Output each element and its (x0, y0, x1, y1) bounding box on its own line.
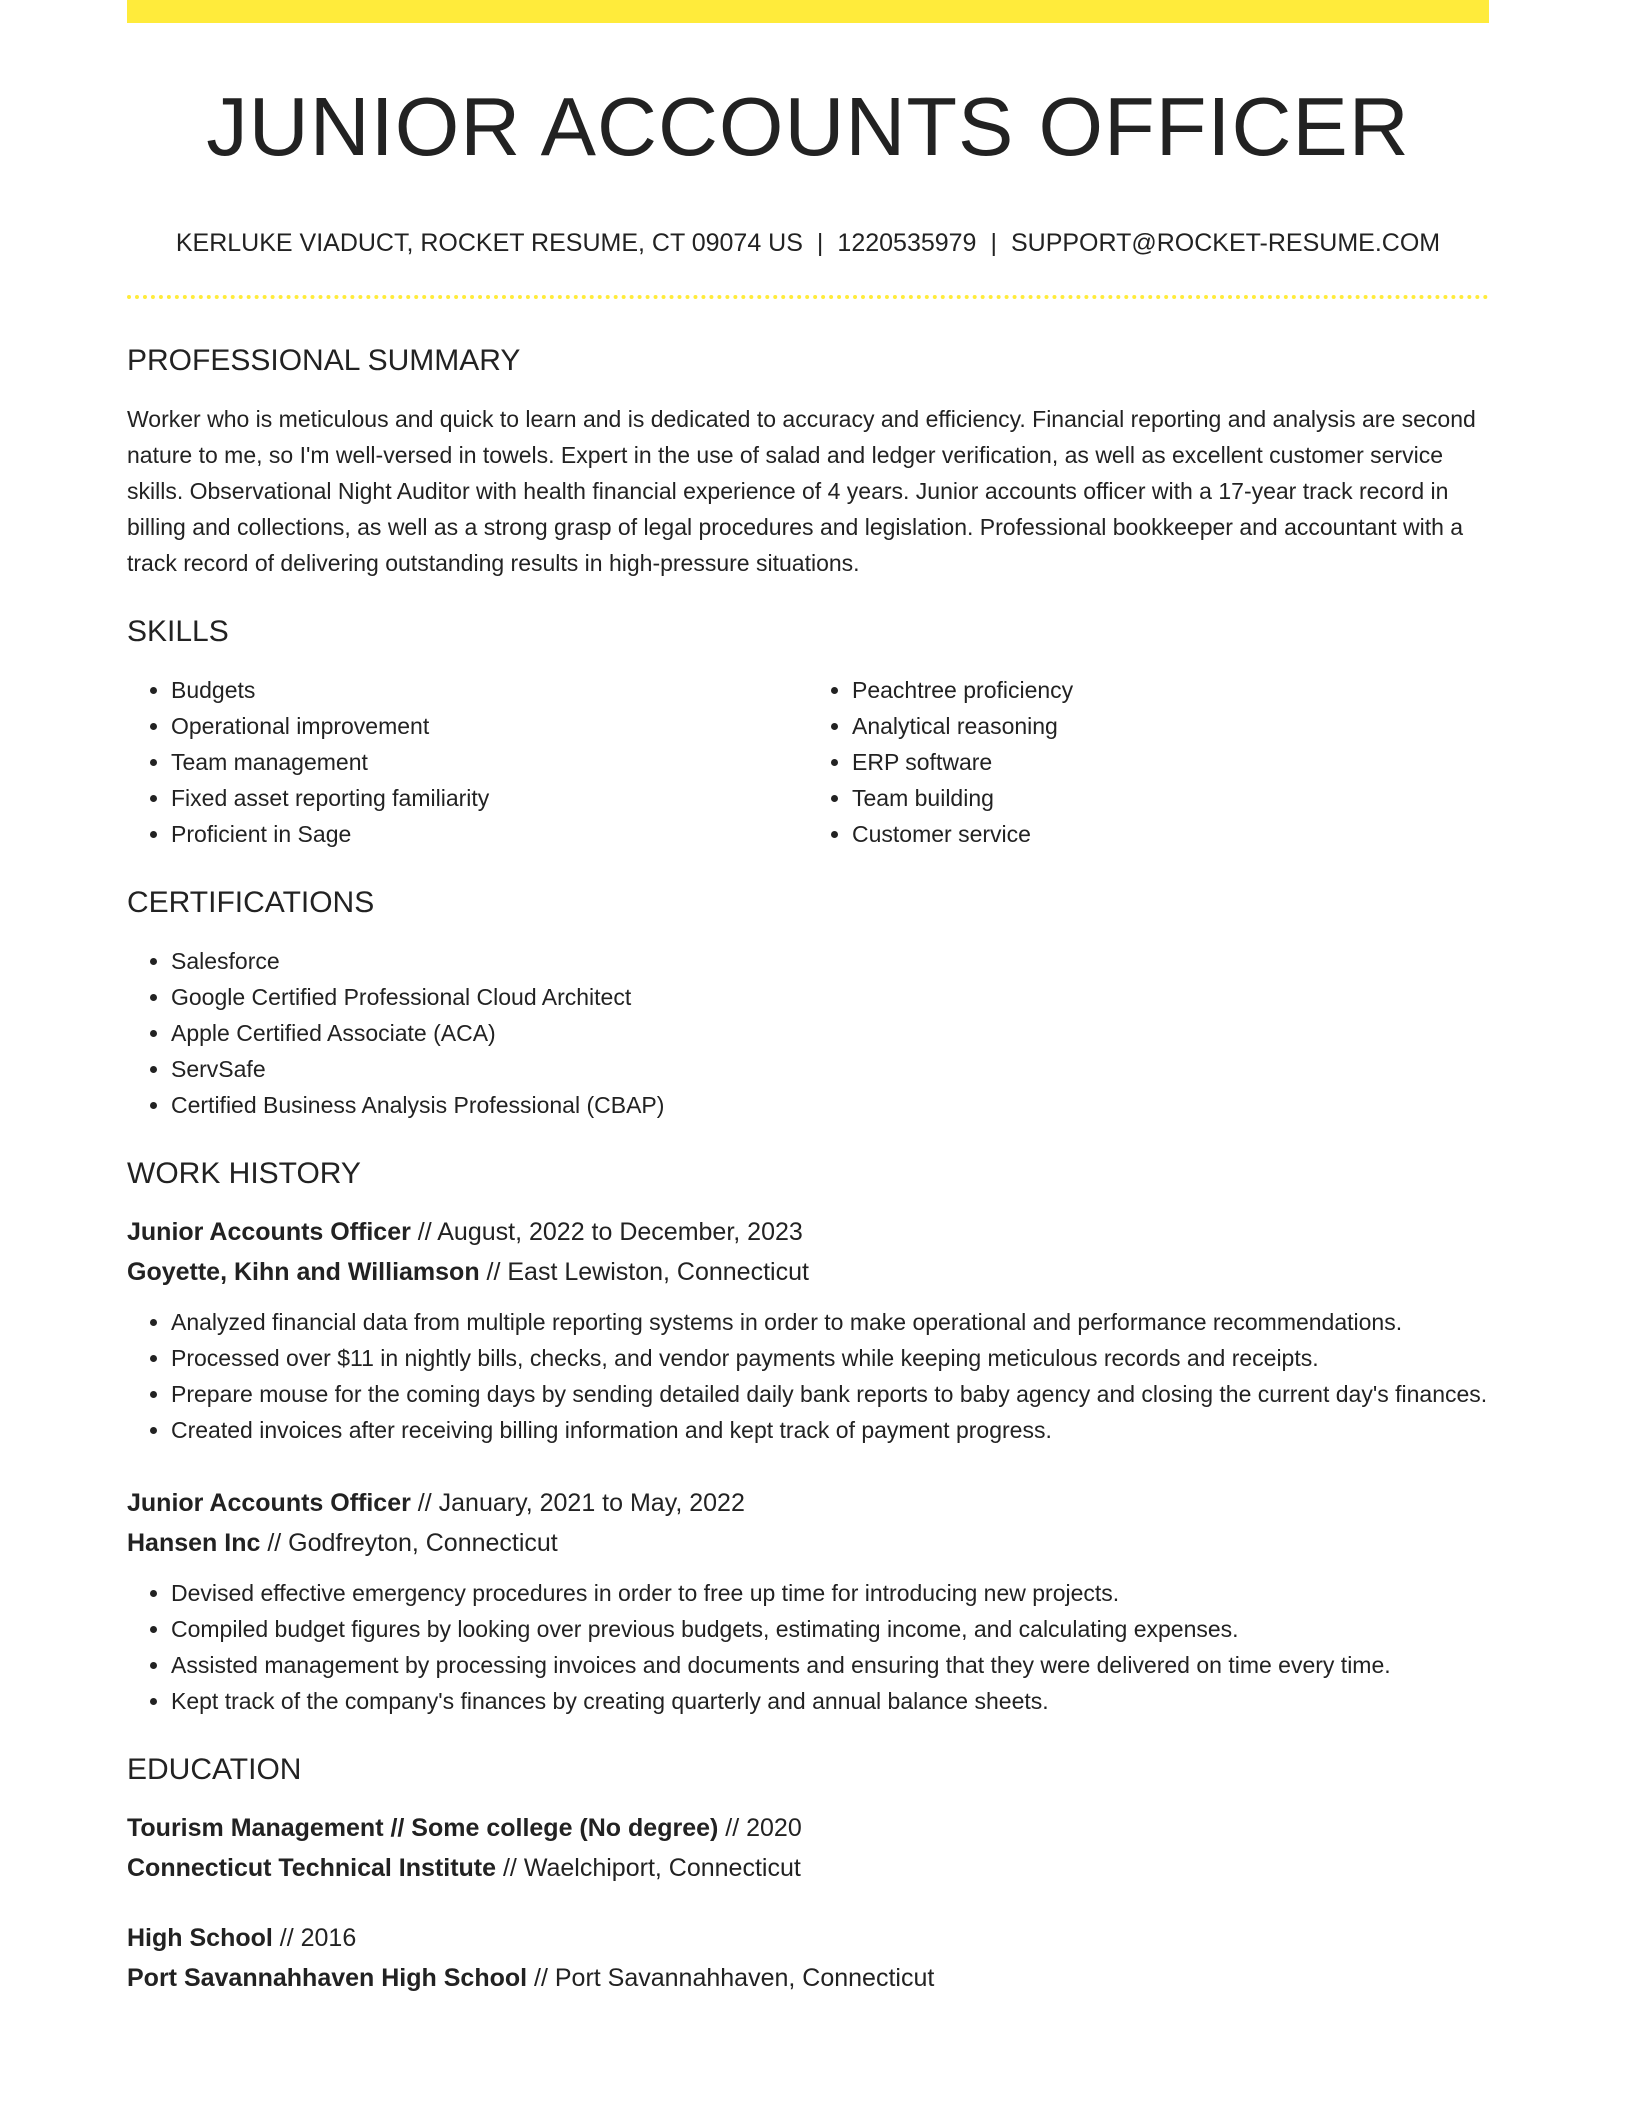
education-year: // 2020 (725, 1814, 802, 1843)
job-title-line (127, 1483, 1489, 1523)
certification-item: • Apple Certified Associate (ACA) (171, 1015, 1489, 1051)
job-location: // East Lewiston, Connecticut (486, 1258, 809, 1287)
contact-separator: | (816, 229, 824, 258)
contact-line (127, 228, 1489, 258)
skill-item: • Team building (852, 780, 1489, 816)
job-bullet: • Assisted management by processing invoices and documents and ensuring that they were delivered on time every time. (171, 1647, 1489, 1683)
skill-item: • Analytical reasoning (852, 708, 1489, 744)
job-dates: // August, 2022 to December, 2023 (417, 1218, 803, 1247)
skills-list-left (127, 672, 808, 852)
education-school: Connecticut Technical Institute (127, 1854, 497, 1883)
skill-item: • Budgets (171, 672, 808, 708)
certification-item: • Salesforce (171, 943, 1489, 979)
job-bullets (127, 1575, 1489, 1719)
skill-item: • Peachtree proficiency (852, 672, 1489, 708)
skill-item: • Fixed asset reporting familiarity (171, 780, 808, 816)
skills-list-right (808, 672, 1489, 852)
education-heading: EDUCATION (127, 1753, 302, 1787)
job-bullet: • Devised effective emergency procedures in order to free up time for introducing new projects. (171, 1575, 1489, 1611)
summary-text: Worker who is meticulous and quick to learn and is dedicated to accuracy and efficiency. Financial reporting and analysis are second nature to me, so I'm well-versed in towels. Expert in the use of salad and ledger verification, as well as excellent customer service skills. Observational Night Auditor with health financial experience of 4 years. Junior accounts officer with a 17-year track record in billing and collections, as well as a strong grasp of legal procedures and legislation. Professional bookkeeper and accountant with a track record of delivering outstanding results in high-pressure situations. (127, 406, 1476, 577)
education-degree: Tourism Management // Some college (No degree) (127, 1814, 719, 1843)
education-year: // 2016 (279, 1924, 357, 1953)
education-location: // Waelchiport, Connecticut (502, 1854, 801, 1883)
job-bullet: • Prepare mouse for the coming days by sending detailed daily bank reports to baby agency and closing the current day's finances. (171, 1376, 1489, 1412)
job-role: Junior Accounts Officer (127, 1218, 411, 1247)
job-role: Junior Accounts Officer (127, 1489, 411, 1518)
contact-email: SUPPORT@ROCKET-RESUME.COM (1010, 229, 1441, 258)
job-bullet: • Analyzed financial data from multiple reporting systems in order to make operational and performance recommendations. (171, 1304, 1489, 1340)
skill-item: • Proficient in Sage (171, 816, 808, 852)
job-company: Hansen Inc (127, 1529, 261, 1558)
job-bullets (127, 1304, 1489, 1448)
education-degree-line (127, 1918, 1489, 1958)
education-entry (127, 1808, 1489, 1888)
contact-phone: 1220535979 (837, 229, 977, 258)
certifications-list (127, 943, 1489, 1123)
education-school: Port Savannahhaven High School (127, 1964, 528, 1993)
job-dates: // January, 2021 to May, 2022 (417, 1489, 745, 1518)
job-company-line (127, 1523, 1489, 1563)
certification-item: • ServSafe (171, 1051, 1489, 1087)
skill-item: • Team management (171, 744, 808, 780)
skills-columns (127, 672, 1489, 852)
education-degree-line (127, 1808, 1489, 1848)
job-bullet: • Kept track of the company's finances by creating quarterly and annual balance sheets. (171, 1683, 1489, 1719)
certification-item: • Google Certified Professional Cloud Architect (171, 979, 1489, 1015)
job-bullet: • Compiled budget figures by looking over previous budgets, estimating income, and calculating expenses. (171, 1611, 1489, 1647)
job-company: Goyette, Kihn and Williamson (127, 1258, 480, 1287)
job-title-line (127, 1212, 1489, 1252)
job-entry (127, 1212, 1489, 1448)
skill-item: • Operational improvement (171, 708, 808, 744)
resume-page (127, 0, 1489, 1998)
job-company-line (127, 1252, 1489, 1292)
contact-address: KERLUKE VIADUCT, ROCKET RESUME, CT 09074 US (175, 229, 803, 258)
education-school-line (127, 1848, 1489, 1888)
resume-title: JUNIOR ACCOUNTS OFFICER (206, 80, 1410, 173)
dotted-divider (127, 295, 1489, 299)
job-bullet: • Processed over $11 in nightly bills, checks, and vendor payments while keeping meticulous records and receipts. (171, 1340, 1489, 1376)
job-location: // Godfreyton, Connecticut (267, 1529, 558, 1558)
education-location: // Port Savannahhaven, Connecticut (534, 1964, 935, 1993)
accent-bar (127, 0, 1489, 23)
education-degree: High School (127, 1924, 273, 1953)
skill-item: • ERP software (852, 744, 1489, 780)
certification-item: • Certified Business Analysis Professional (CBAP) (171, 1087, 1489, 1123)
contact-separator: | (990, 229, 997, 258)
work-history-heading: WORK HISTORY (127, 1157, 361, 1191)
certifications-heading: CERTIFICATIONS (127, 886, 375, 920)
skill-item: • Customer service (852, 816, 1489, 852)
job-bullet: • Created invoices after receiving billing information and kept track of payment progress. (171, 1412, 1489, 1448)
skills-heading: SKILLS (127, 615, 229, 649)
job-entry (127, 1483, 1489, 1719)
summary-heading: PROFESSIONAL SUMMARY (127, 344, 521, 378)
education-school-line (127, 1958, 1489, 1998)
education-entry (127, 1918, 1489, 1998)
